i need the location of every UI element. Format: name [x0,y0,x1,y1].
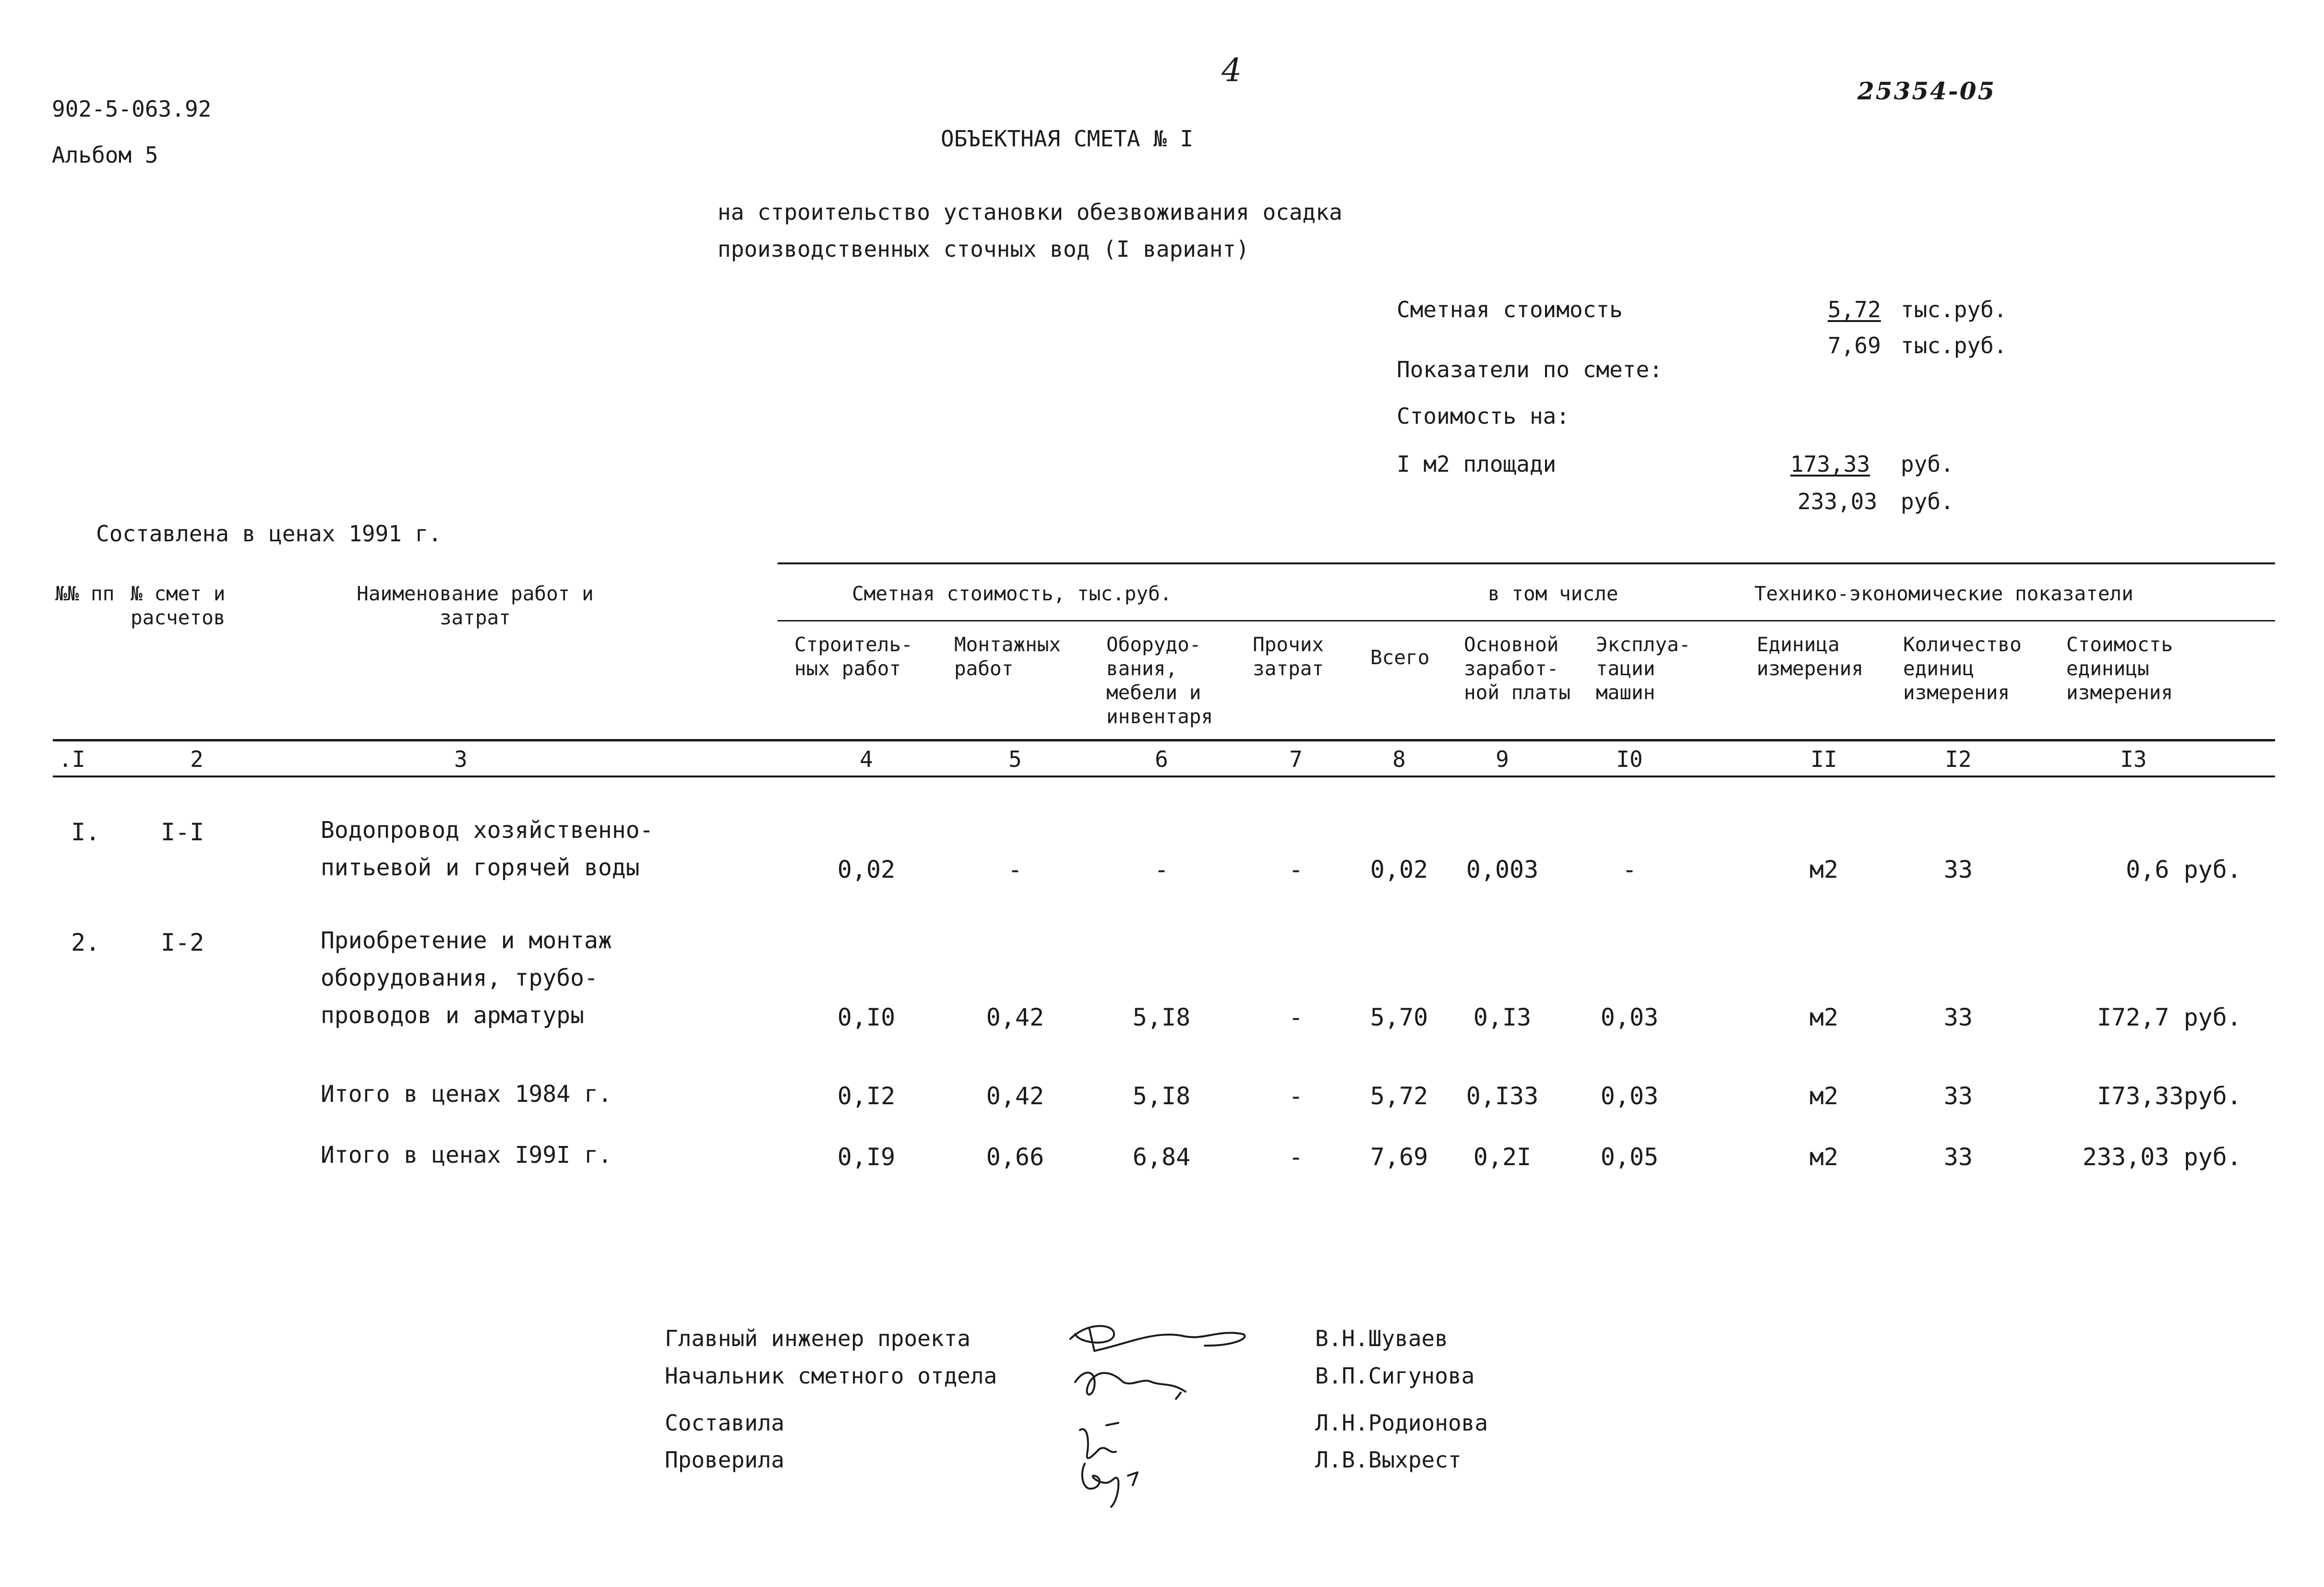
group-header-incl: в том числе [1488,582,1618,605]
col-header-name: Наименование работ и затрат [357,582,594,629]
cell-unit-cost: 0,6 руб. [2126,856,2241,883]
cell-quantity: 33 [1943,1143,1973,1171]
column-number-12: I2 [1945,746,1972,772]
cell-unit: м2 [1809,1082,1839,1110]
cost-value-2: 7,69 [1828,333,1881,358]
cost-label: Сметная стоимость [1397,297,1623,322]
column-number-7: 7 [1289,746,1303,772]
cell-quantity: 33 [1943,856,1973,883]
col-header-unit-cost: Стоимость единицы измерения [2066,633,2173,704]
row-name-line: Итого в ценах 1984 г. [321,1081,612,1108]
header-bottom-rule [53,739,2275,741]
col-header-num: №№ пп [55,582,115,605]
cell-equipment: 6,84 [1132,1143,1191,1171]
signature-role: Проверила [665,1447,785,1473]
cell-wages: 0,I33 [1466,1082,1539,1110]
row-number: 2. [71,929,100,956]
row-name-line: питьевой и горячей воды [321,854,640,881]
signature-role: Начальник сметного отдела [665,1363,997,1389]
area-unit-1: руб. [1901,451,1954,477]
col-header-total: Всего [1370,646,1430,669]
cell-installation: 0,42 [986,1003,1044,1031]
col-header-machines: Эксплуа-тации машин [1596,633,1691,704]
cell-unit: м2 [1809,1143,1839,1171]
cell-construction: 0,02 [837,856,896,883]
signature-role: Главный инженер проекта [665,1325,970,1351]
column-number-4: 4 [860,746,873,772]
cell-total: 0,02 [1370,856,1428,883]
cell-equipment: 5,I8 [1132,1082,1191,1110]
prices-note: Составлена в ценах 1991 г. [96,521,442,547]
cell-installation: - [1007,856,1023,883]
album-label: Альбом 5 [52,142,158,168]
column-number-10: I0 [1616,746,1643,772]
signature-role: Составила [665,1410,785,1436]
table-top-rule [778,562,2275,564]
col-header-other: Прочих затрат [1253,633,1324,680]
cell-equipment: - [1154,856,1169,883]
row-number: I. [71,818,100,846]
col-header-installation: Монтажных работ [954,633,1061,680]
cell-other: - [1288,1082,1304,1110]
cell-quantity: 33 [1943,1082,1973,1110]
row-estimate-ref: I-2 [161,929,204,956]
cell-unit: м2 [1809,1003,1839,1031]
row-estimate-ref: I-I [161,818,204,846]
signature-name: Л.Н.Родионова [1315,1410,1488,1436]
cell-machines: 0,03 [1600,1003,1659,1031]
column-number-5: 5 [1008,746,1022,772]
cost-value-1: 5,72 [1828,297,1881,322]
area-unit-2: руб. [1901,489,1954,514]
cell-unit: м2 [1809,856,1839,883]
cost-unit-2: тыс.руб. [1901,333,2007,358]
cell-other: - [1288,1143,1304,1171]
tech-group-rule [1752,620,2275,621]
cell-construction: 0,I9 [837,1143,896,1171]
row-name-line: оборудования, трубо- [321,965,598,991]
signature-name: В.П.Сигунова [1315,1363,1475,1389]
column-number-6: 6 [1155,746,1168,772]
cell-other: - [1288,1003,1304,1031]
row-name-line: Приобретение и монтаж [321,927,612,954]
registration-number: 25354-05 [1857,77,1996,105]
cell-wages: 0,003 [1466,856,1539,883]
col-header-unit: Единица измерения [1757,633,1864,680]
handwritten-signatures [1061,1310,1262,1516]
cell-unit-cost: I73,33руб. [2096,1082,2241,1110]
col-header-quantity: Количество единиц измерения [1903,633,2022,704]
page-number: 4 [1222,52,1242,89]
column-number-9: 9 [1496,746,1509,772]
col-header-ref: № смет и расчетов [131,582,226,629]
cell-wages: 0,2I [1473,1143,1532,1171]
row-name-line: проводов и арматуры [321,1002,585,1029]
cell-total: 5,72 [1370,1082,1428,1110]
cost-per-label: Стоимость на: [1397,403,1570,429]
doc-code: 902-5-063.92 [52,96,212,122]
signature-name: В.Н.Шуваев [1315,1325,1448,1351]
column-number-3: 3 [454,746,467,772]
cost-unit-1: тыс.руб. [1901,297,2007,322]
signature-name: Л.В.Выхрест [1315,1447,1461,1473]
cell-quantity: 33 [1943,1003,1973,1031]
cost-group-rule [778,620,1757,621]
indicators-label: Показатели по смете: [1397,357,1663,382]
col-header-equipment: Оборудо-вания, мебели и инвентаря [1106,633,1213,728]
cell-machines: 0,05 [1600,1143,1659,1171]
cell-unit-cost: I72,7 руб. [2096,1003,2241,1031]
subtitle-line-2: производственных сточных вод (I вариант) [718,236,1249,262]
subtitle-line-1: на строительство установки обезвоживания осадка [718,199,1342,225]
document-title: ОБЪЕКТНАЯ СМЕТА № I [941,126,1194,152]
cell-installation: 0,42 [986,1082,1044,1110]
cell-total: 7,69 [1370,1143,1428,1171]
cell-total: 5,70 [1370,1003,1428,1031]
column-number-rule [53,776,2275,777]
area-value-1: 173,33 [1790,451,1870,477]
area-label: I м2 площади [1397,451,1557,477]
group-header-tech: Технико-экономические показатели [1754,582,2133,605]
cell-machines: - [1622,856,1637,883]
cell-machines: 0,03 [1600,1082,1659,1110]
cell-other: - [1288,856,1304,883]
cell-construction: 0,I0 [837,1003,896,1031]
area-value-2: 233,03 [1797,489,1878,514]
column-number-1: .I [59,746,85,772]
cell-installation: 0,66 [986,1143,1044,1171]
column-number-11: II [1810,746,1837,772]
cell-wages: 0,I3 [1473,1003,1532,1031]
group-header-cost: Сметная стоимость, тыс.руб. [852,582,1172,605]
row-name-line: Водопровод хозяйственно- [321,817,654,844]
col-header-wages: Основной заработ-ной платы [1464,633,1571,704]
column-number-2: 2 [190,746,204,772]
cell-construction: 0,I2 [837,1082,896,1110]
row-name-line: Итого в ценах I99I г. [321,1142,612,1169]
cell-unit-cost: 233,03 руб. [2082,1143,2241,1171]
column-number-13: I3 [2120,746,2147,772]
col-header-construction: Строитель-ных работ [794,633,913,680]
cell-equipment: 5,I8 [1132,1003,1191,1031]
column-number-8: 8 [1392,746,1406,772]
